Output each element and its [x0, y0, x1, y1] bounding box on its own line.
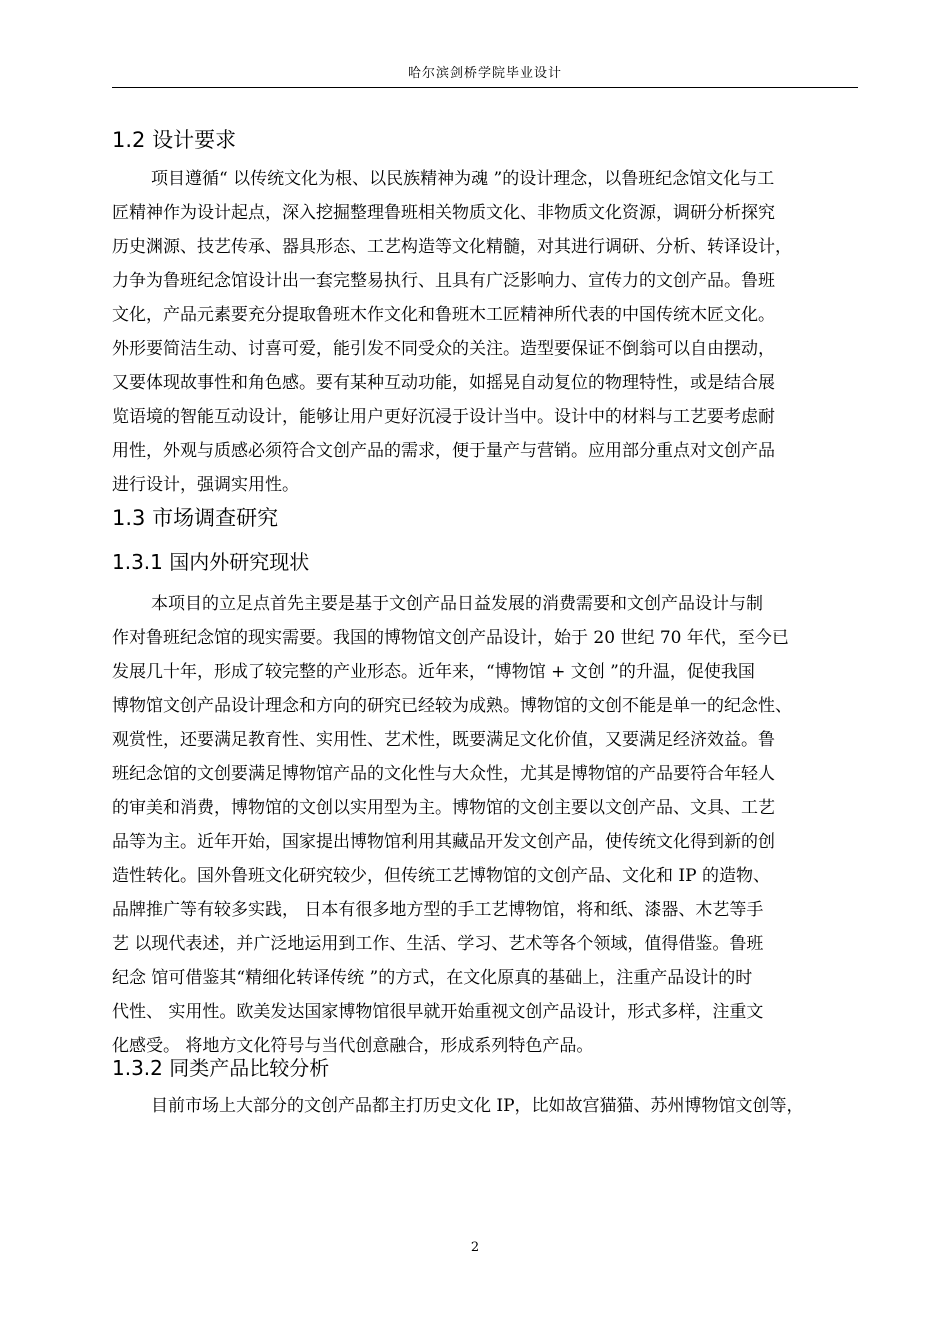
paragraph-line: 作对鲁班纪念馆的现实需要。我国的博物馆文创产品设计，始于 20 世纪 70 年代，至今已	[112, 628, 789, 648]
paragraph-design-requirements	[112, 162, 858, 502]
heading-1-2: 1.2 设计要求	[112, 128, 237, 152]
paragraph-line: 的审美和消费，博物馆的文创以实用型为主。博物馆的文创主要以文创产品、文具、工艺	[112, 798, 775, 818]
paragraph-line: 目前市场上大部分的文创产品都主打历史文化 IP，比如故宫猫猫、苏州博物馆文创等，	[151, 1096, 804, 1116]
heading-1-3-1: 1.3.1 国内外研究现状	[112, 550, 310, 574]
paragraph-line: 艺 以现代表述，并广泛地运用到工作、生活、学习、艺术等各个领域，值得借鉴。鲁班	[112, 934, 764, 954]
paragraph-line: 项目遵循“ 以传统文化为根、以民族精神为魂 ”的设计理念，以鲁班纪念馆文化与工	[151, 169, 775, 189]
paragraph-line: 进行设计，强调实用性。	[112, 475, 299, 495]
paragraph-line: 外形要简洁生动、讨喜可爱，能引发不同受众的关注。造型要保证不倒翁可以自由摆动，	[112, 339, 775, 359]
paragraph-line: 力争为鲁班纪念馆设计出一套完整易执行、且具有广泛影响力、宣传力的文创产品。鲁班	[112, 271, 775, 291]
paragraph-line: 品牌推广等有较多实践， 日本有很多地方型的手工艺博物馆，将和纸、漆器、木艺等手	[112, 900, 764, 920]
paragraph-line: 历史渊源、技艺传承、器具形态、工艺构造等文化精髓，对其进行调研、分析、转译设计，	[112, 237, 792, 257]
heading-1-3: 1.3 市场调查研究	[112, 506, 279, 530]
paragraph-line: 造性转化。国外鲁班文化研究较少，但传统工艺博物馆的文创产品、文化和 IP 的造物、	[112, 866, 770, 886]
paragraph-line: 纪念 馆可借鉴其“精细化转译传统 ”的方式，在文化原真的基础上，注重产品设计的时	[112, 968, 753, 988]
page-header: 哈尔滨剑桥学院毕业设计	[407, 66, 562, 81]
heading-1-3-2: 1.3.2 同类产品比较分析	[112, 1056, 330, 1080]
paragraph-line: 文化，产品元素要充分提取鲁班木作文化和鲁班木工匠精神所代表的中国传统木匠文化。	[112, 305, 775, 325]
paragraph-line: 博物馆文创产品设计理念和方向的研究已经较为成熟。博物馆的文创不能是单一的纪念性、	[112, 696, 792, 716]
paragraph-line: 又要体现故事性和角色感。要有某种互动功能，如摇晃自动复位的物理特性，或是结合展	[112, 373, 775, 393]
paragraph-line: 班纪念馆的文创要满足博物馆产品的文化性与大众性，尤其是博物馆的产品要符合年轻人	[112, 764, 775, 784]
paragraph-line: 览语境的智能互动设计，能够让用户更好沉浸于设计当中。设计中的材料与工艺要考虑耐	[112, 407, 775, 427]
paragraph-line: 本项目的立足点首先主要是基于文创产品日益发展的消费需要和文创产品设计与制	[151, 594, 763, 614]
paragraph-research-status	[112, 587, 858, 1063]
paragraph-product-comparison	[112, 1089, 858, 1123]
paragraph-line: 观赏性，还要满足教育性、实用性、艺术性，既要满足文化价值，又要满足经济效益。鲁	[112, 730, 775, 750]
paragraph-line: 发展几十年，形成了较完整的产业形态。近年来，“博物馆 + 文创 ”的升温，促使我国	[112, 662, 755, 682]
paragraph-line: 用性，外观与质感必须符合文创产品的需求，便于量产与营销。应用部分重点对文创产品	[112, 441, 775, 461]
paragraph-line: 匠精神作为设计起点，深入挖掘整理鲁班相关物质文化、非物质文化资源，调研分析探究	[112, 203, 775, 223]
page-number: 2	[470, 1240, 480, 1255]
paragraph-line: 代性、 实用性。欧美发达国家博物馆很早就开始重视文创产品设计，形式多样，注重文	[112, 1002, 764, 1022]
paragraph-line: 化感受。 将地方文化符号与当代创意融合，形成系列特色产品。	[112, 1036, 594, 1056]
header-rule	[112, 87, 858, 88]
paragraph-line: 品等为主。近年开始，国家提出博物馆利用其藏品开发文创产品，使传统文化得到新的创	[112, 832, 775, 852]
